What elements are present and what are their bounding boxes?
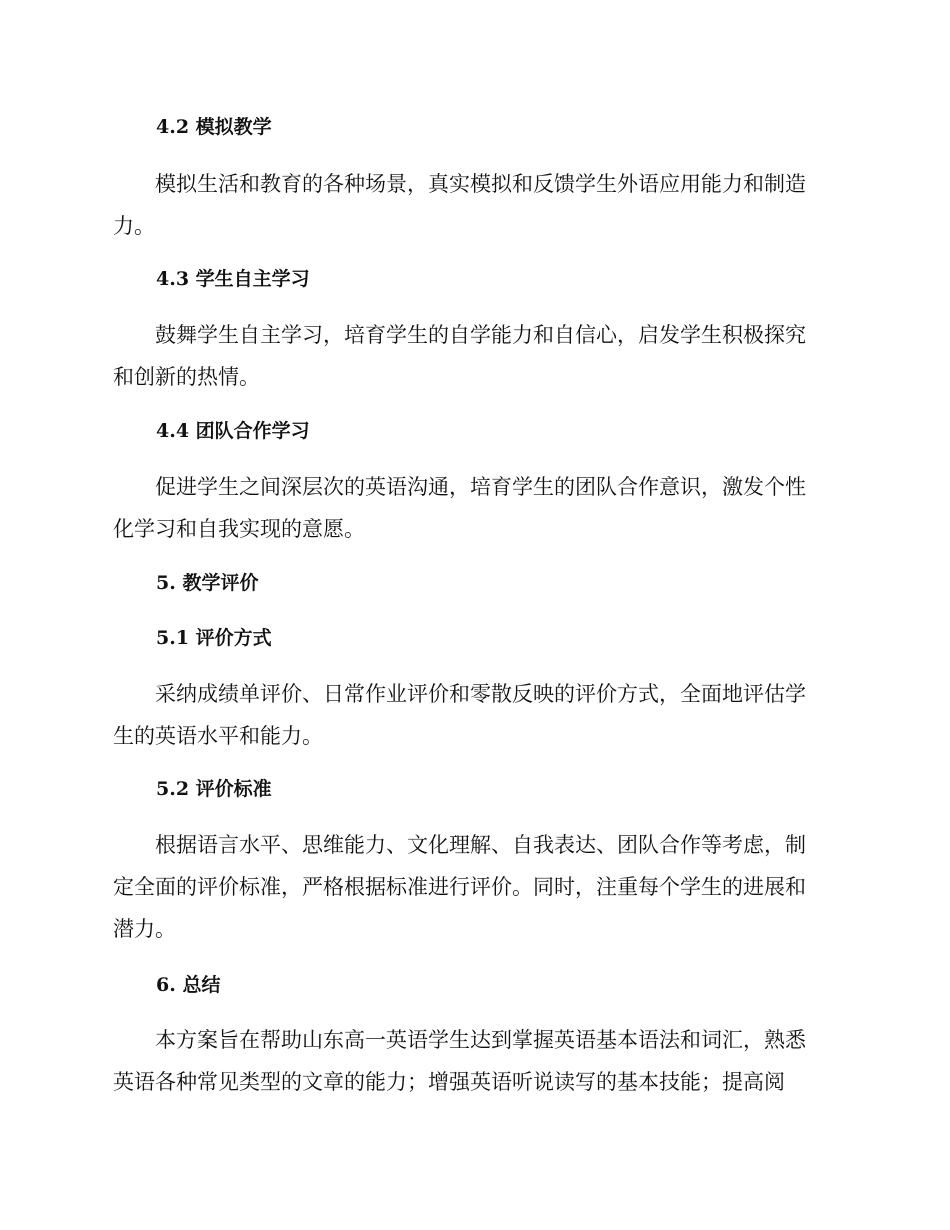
paragraph-line: 潜力。 [113, 917, 176, 941]
paragraph-line: 化学习和自我实现的意愿。 [113, 517, 365, 541]
paragraph-line: 英语各种常见类型的文章的能力；增强英语听说读写的基本技能；提高阅 [113, 1070, 785, 1094]
paragraph-5-2 [113, 824, 833, 950]
paragraph-line: 采纳成绩单评价、日常作业评价和零散反映的评价方式，全面地评估学 [155, 682, 806, 706]
heading-5: 5. 教学评价 [156, 572, 259, 594]
paragraph-line: 本方案旨在帮助山东高一英语学生达到掌握英语基本语法和词汇，熟悉 [155, 1028, 806, 1052]
paragraph-line: 力。 [113, 214, 155, 238]
heading-4-4: 4.4 团队合作学习 [156, 420, 310, 442]
paragraph-line: 和创新的热情。 [113, 365, 260, 389]
heading-4-2: 4.2 模拟教学 [156, 116, 272, 138]
heading-5-2: 5.2 评价标准 [156, 778, 272, 800]
paragraph-line: 生的英语水平和能力。 [113, 724, 323, 748]
paragraph-4-3 [113, 314, 833, 398]
heading-6: 6. 总结 [156, 974, 221, 996]
heading-4-3: 4.3 学生自主学习 [156, 268, 310, 290]
paragraph-4-2 [113, 163, 833, 247]
paragraph-line: 模拟生活和教育的各种场景，真实模拟和反馈学生外语应用能力和制造 [155, 172, 806, 196]
paragraph-4-4 [113, 466, 833, 550]
heading-5-1: 5.1 评价方式 [156, 627, 272, 649]
paragraph-line: 定全面的评价标准，严格根据标准进行评价。同时，注重每个学生的进展和 [113, 875, 806, 899]
paragraph-5-1 [113, 673, 833, 757]
paragraph-line: 促进学生之间深层次的英语沟通，培育学生的团队合作意识，激发个性 [155, 475, 806, 499]
paragraph-6 [113, 1019, 833, 1103]
paragraph-line: 鼓舞学生自主学习，培育学生的自学能力和自信心，启发学生积极探究 [155, 323, 806, 347]
paragraph-line: 根据语言水平、思维能力、文化理解、自我表达、团队合作等考虑，制 [155, 833, 806, 857]
